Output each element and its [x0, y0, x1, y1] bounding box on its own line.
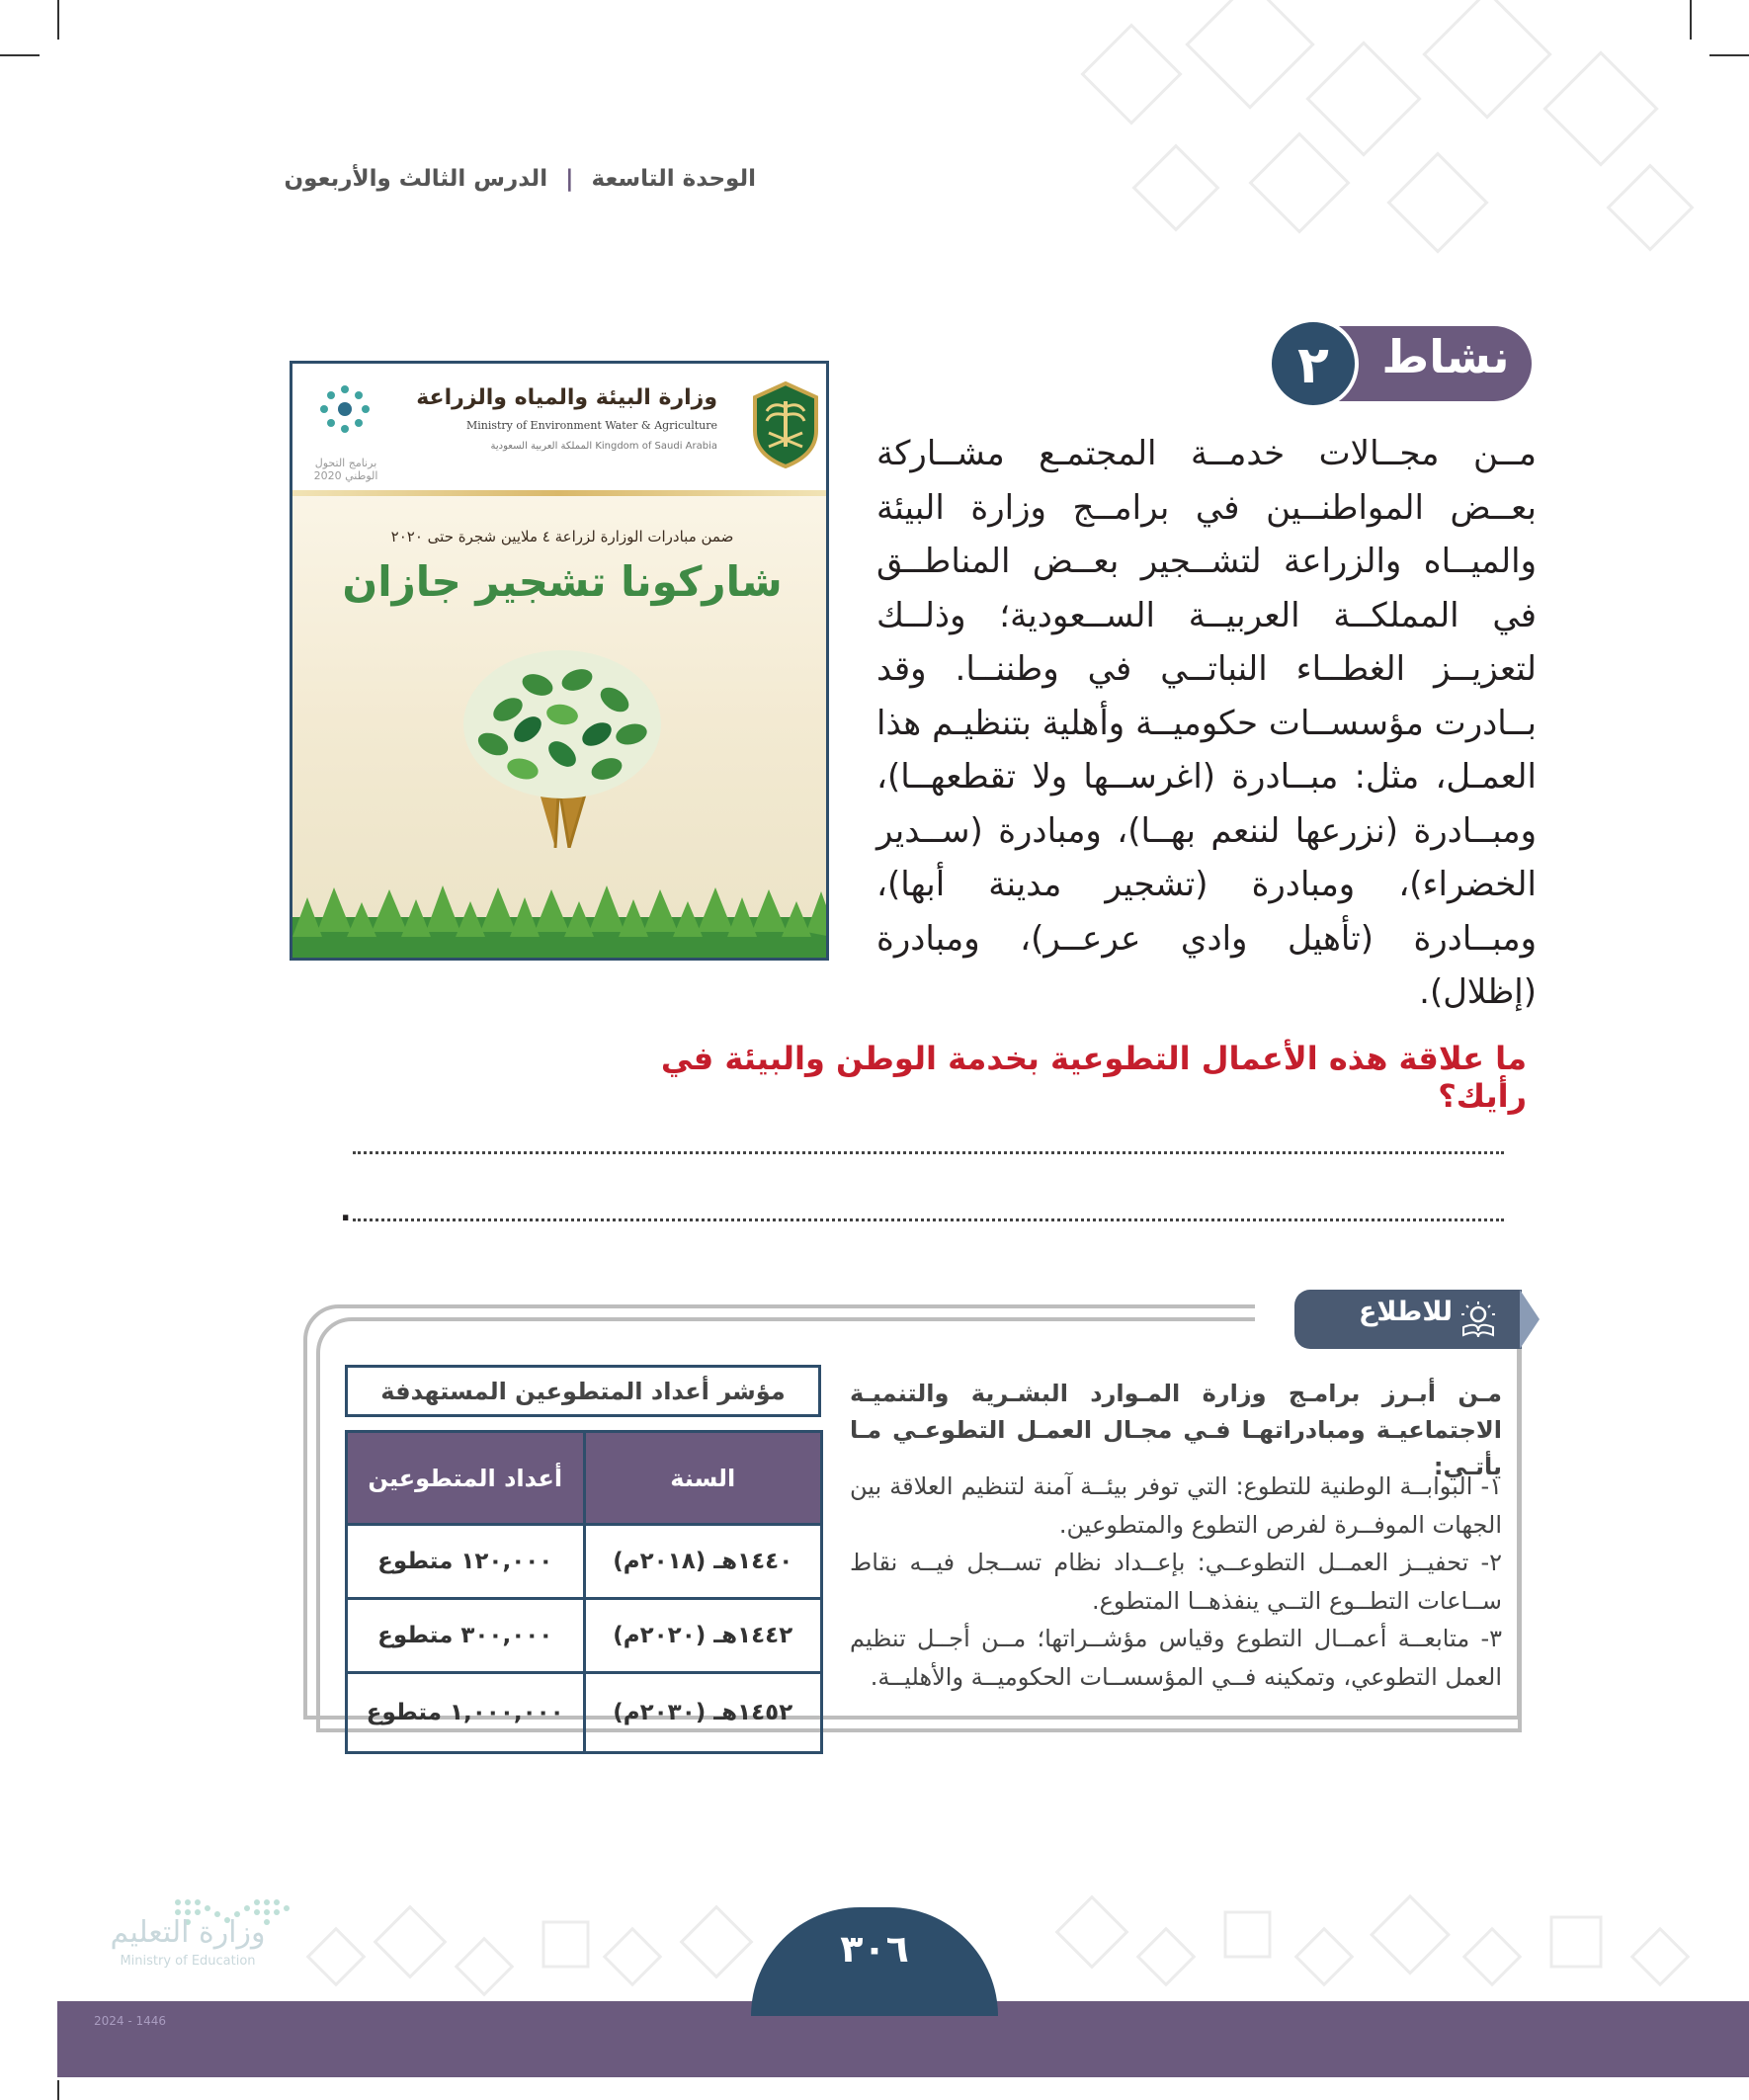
moe-year: 2024 - 1446: [94, 2014, 167, 2028]
unit-title: الوحدة التاسعة: [591, 166, 756, 192]
activity-paragraph: مــن مجــالات خدمــة المجتمـع مشــاركة بعــض المواطنــين في برامــج وزارة البيئة والميــاه والزراعة لتشــجير بعــض المناطــق في المملكــة العربيــة الســعودية؛ وذلــك لتعزيــز الغطــاء النباتــي في وطننــا. وقد بــادرت مؤسســات حكوميــة وأهلية بتنظيـم هذا العمـل، مثل: مبــادرة (اغرســها ولا تقطعهــا)، ومبــادرة (نزرعها لننعم بهــا)، ومبادرة (ســدير الخضراء)، ومبادرة (تشجير مدينة أبها)، ومبــادرة (تأهيل وادي عرعــر)، ومبادرة (إظلال).: [876, 434, 1537, 1012]
table-caption: مؤشر أعداد المتطوعين المستهدفة: [345, 1365, 821, 1417]
poster-ministry-en: Ministry of Environment Water & Agriculture: [465, 419, 717, 432]
info-list-item: ٣- متابعــة أعمــال التطوع وقياس مؤشــراتها؛ مــن أجــل تنظيم العمل التطوعي، وتمكينه فــي المؤسســات الحكوميــة والأهليــة.: [850, 1625, 1502, 1691]
activity-question: ما علاقة هذه الأعمال التطوعية بخدمة الوطن والبيئة في رأيك؟: [660, 1040, 1527, 1115]
table-row: [347, 1673, 822, 1753]
cell-year: ١٤٤٢هـ (٢٠٢٠م): [584, 1599, 822, 1673]
decorative-pattern: [1028, 0, 1749, 316]
header-separator: |: [565, 166, 574, 192]
crop-mark: [57, 2080, 59, 2100]
answer-end-mark: .: [340, 1194, 352, 1228]
poster-vision-text: برنامج التحول الوطني 2020: [313, 457, 378, 482]
lightbulb-book-icon: [1460, 1302, 1496, 1337]
poster-gold-band: [292, 490, 826, 496]
cell-count: ١٢٠,٠٠٠ متطوع: [347, 1525, 585, 1599]
cell-year: ١٤٥٢هـ (٢٠٣٠م): [584, 1673, 822, 1753]
poster-subtitle: ضمن مبادرات الوزارة لزراعة ٤ ملايين شجرة حتى ٢٠٢٠: [390, 528, 734, 546]
info-list-item: ٢- تحفيــز العمــل التطوعــي: بإعــداد نظام تســجل فيــه نقاط ســاعات التطــوع التــي ينفذهــا المتطوع.: [850, 1549, 1502, 1615]
cell-year: ١٤٤٠هـ (٢٠١٨م): [584, 1525, 822, 1599]
poster-ministry-ar: وزارة البيئة والمياه والزراعة: [416, 385, 717, 410]
activity-badge: [1268, 318, 1535, 409]
table-row: [347, 1599, 822, 1673]
info-intro: مـن أبـرز برامـج وزارة المـوارد البشـرية والتنميـة الاجتماعيـة ومبادراتهـا فـي مجـال العمـل التطوعـي مـا يأتـي:: [850, 1380, 1502, 1480]
poster-title: شاركونا تشجير جازان: [342, 557, 783, 606]
forest-strip: [292, 878, 829, 961]
info-list-item: ١- البوابــة الوطنية للتطوع: التي توفر بيئــة آمنة لتنظيم العلاقة بين الجهات الموفــرة لفرص التطوع والمتطوعين.: [850, 1472, 1502, 1539]
tree-planting-poster: [290, 361, 829, 961]
table-row: [347, 1525, 822, 1599]
cell-count: ٣٠٠,٠٠٠ متطوع: [347, 1599, 585, 1673]
decorative-pattern: [277, 1878, 1749, 2006]
header-year: السنة: [584, 1432, 822, 1525]
moe-name-en: Ministry of Education: [120, 1954, 256, 1969]
answer-line[interactable]: [353, 1218, 1504, 1221]
moe-name-ar: وزارة التعليم: [110, 1915, 266, 1950]
vision-2020-logo-icon: [314, 381, 375, 455]
page-number: ٣٠٦: [840, 1927, 909, 1971]
lesson-title: الدرس الثالث والأربعون: [284, 166, 548, 192]
ministry-logo-icon: [749, 381, 822, 468]
table-header-row: [347, 1432, 822, 1525]
info-tag-label: للاطلاع: [1358, 1297, 1453, 1327]
activity-label: نشاط: [1381, 330, 1510, 383]
crop-mark: [57, 0, 59, 40]
crop-mark: [0, 54, 40, 56]
running-header: [64, 166, 756, 192]
info-tag-chevron: [1520, 1290, 1540, 1349]
header-count: أعداد المتطوعين: [347, 1432, 585, 1525]
activity-number: ٢: [1268, 318, 1359, 409]
tree-illustration: [439, 650, 686, 848]
volunteers-table: [345, 1430, 823, 1754]
info-list: [850, 1468, 1502, 1696]
answer-line[interactable]: [353, 1151, 1504, 1154]
poster-kingdom: Kingdom of Saudi Arabia المملكة العربية السعودية: [490, 441, 717, 452]
cell-count: ١,٠٠٠,٠٠٠ متطوع: [347, 1673, 585, 1753]
